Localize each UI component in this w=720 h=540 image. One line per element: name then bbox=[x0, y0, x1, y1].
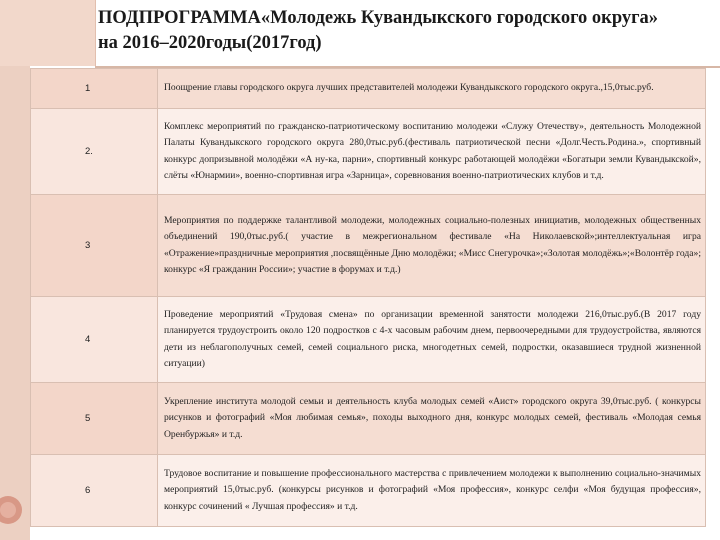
row-text: Проведение мероприятий «Трудовая смена» по организации временной занятости молодежи 216,0тыс.руб.(В 2017 году планируется трудоустроить около 120 подростков с 4-х часовым рабочим днем, первоочередными для трудоустройства, являются дети из неблагополучных семей, семей социального риска, многодетных семей, подростки, оказавшиеся трудной жизненной ситуации) bbox=[158, 297, 706, 383]
row-number-cell bbox=[31, 383, 158, 455]
title-line-1: ПОДПРОГРАММА«Молодежь Кувандыкского городского округа» bbox=[98, 8, 659, 28]
row-number-cell bbox=[31, 69, 158, 109]
table-row bbox=[31, 383, 706, 455]
row-number: 2. bbox=[85, 146, 93, 157]
table-row bbox=[31, 109, 706, 195]
row-number: 1 bbox=[85, 83, 91, 94]
row-text: Комплекс мероприятий по гражданско-патриотическому воспитанию молодежи «Служу Отечеству», деятельность Молодежной Палаты Кувандыкского городского округа 280,0тыс.руб.(фестиваль патриотической песни «Долг.Честь.Родина.», спортивный конкурс допризывной молодёжи «А ну-ка, парни», спортивный конкурс работающей молодёжи «Богатыри земли Кувандыкской», слёты «Юнармии», военно-спортивная игра «Зарница», соревнования военно-патриотических клубов и т.д. bbox=[158, 109, 706, 195]
table-row bbox=[31, 455, 706, 527]
row-text: Укрепление института молодой семьи и деятельность клуба молодых семей «Аист» городского округа 39,0тыс.руб. ( конкурсы рисунков и фотографий «Моя любимая семья», походы выходного дня, конкурс молодых семей, фестиваль «Молодая семья Оренбуржья» и т.д. bbox=[158, 383, 706, 455]
slide-title bbox=[98, 6, 718, 56]
left-decor-strip bbox=[0, 0, 30, 540]
row-text: Мероприятия по поддержке талантливой молодежи, молодежных социально-полезных инициатив, молодежных общественных объединений 190,0тыс.руб.( участие в межрегиональном фестивале «На Николаевской»;интеллектуальная игра «Отражение»праздничные мероприятия ,посвящённые Дню молодёжи; «Мисс Снегурочка»;«Золотая молодёжь»;«Волонтёр года»; конкурс «Я гражданин России»; участие в форумах и т.д.) bbox=[158, 195, 706, 297]
row-text: Трудовое воспитание и повышение профессионального мастерства с привлечением молодежи к выполнению социально-значимых мероприятий 15,0тыс.руб. (конкурсы рисунков и фотографий «Моя профессия», конкурс селфи «Моя будущая профессия», конкурс сочинений « Лучшая профессия» и т.д. bbox=[158, 455, 706, 527]
header-decor-block bbox=[0, 0, 96, 66]
row-number-cell bbox=[31, 109, 158, 195]
row-number-cell bbox=[31, 297, 158, 383]
row-number: 6 bbox=[85, 485, 91, 496]
row-number: 4 bbox=[85, 334, 91, 345]
table-row bbox=[31, 297, 706, 383]
table-row bbox=[31, 69, 706, 109]
row-number: 5 bbox=[85, 413, 91, 424]
title-line-2: на 2016–2020годы(2017год) bbox=[98, 33, 322, 53]
program-table bbox=[30, 68, 706, 527]
table-row bbox=[31, 195, 706, 297]
row-text: Поощрение главы городского округа лучших представителей молодежи Кувандыкского городского округа.,15,0тыс.руб. bbox=[158, 69, 706, 109]
row-number-cell bbox=[31, 455, 158, 527]
row-number: 3 bbox=[85, 240, 91, 251]
row-number-cell bbox=[31, 195, 158, 297]
corner-ornament-icon bbox=[0, 490, 38, 528]
